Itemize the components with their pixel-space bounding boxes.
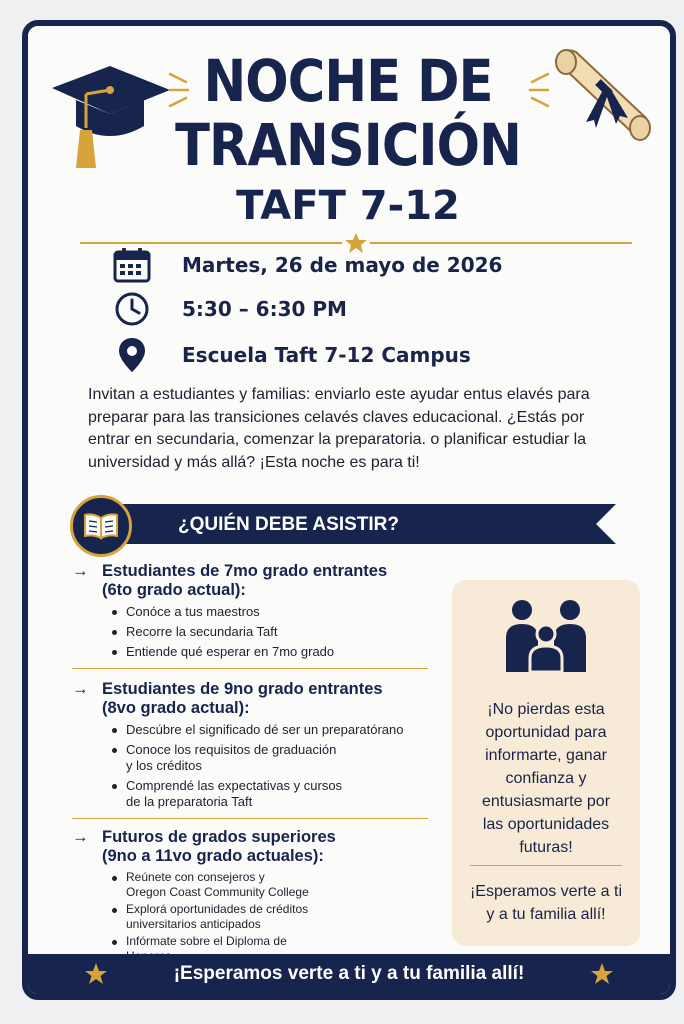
event-time-row [112,292,347,326]
star-icon [590,962,614,986]
arrow-icon: → [72,828,89,846]
book-icon-badge [70,495,132,557]
group-list [110,604,432,660]
list-item: Conoce los requisitos de graduación y los créditos [110,742,432,774]
intro-paragraph: Invitan a estudiantes y familias: enviarlo este ayudar entus elavés para preparar para las transiciones celavés claves educacional. ¿Estás por entrar en secundaria, comenzar la preparatoria. o planificar estudiar la universidad y más allá? ¡Esta noche es para ti! [88,386,590,471]
title-line-2: TRANSICIÓN [175,111,521,179]
event-location: Escuela Taft 7-12 Campus [182,343,471,367]
list-item: Explorá oportunidades de créditos universitarios anticipados [110,902,432,931]
group-list [110,870,432,963]
list-item: Comprendé las expectativas y cursos de la preparatoria Taft [110,778,432,810]
event-location-row [112,338,471,372]
callout-box [452,580,640,946]
family-icon [500,598,592,672]
book-icon [83,512,119,540]
event-date-row [112,248,502,282]
section-heading: ¿QUIÉN DEBE ASISTIR? [178,514,399,535]
footer-bar [28,954,670,994]
attendee-group-9th [72,680,432,814]
callout-divider [470,865,622,866]
list-item: Infórmate sobre el Diploma de [110,934,432,963]
group-title: Estudiantes de 9no grado entrantes (8vo grado actual): [102,680,383,717]
group-title: Futuros de grados superiores (9no a 11vo grado actuales): [102,828,336,865]
group-title: Estudiantes de 7mo grado entrantes (6to grado actual): [102,562,388,599]
event-time: 5:30 – 6:30 PM [182,297,347,321]
group-divider [72,668,428,669]
sparkle-icon [528,70,550,110]
arrow-icon: → [72,680,89,698]
list-item: Conóce a tus maestros [110,604,432,620]
arrow-icon: → [72,562,89,580]
group-divider [72,818,428,819]
callout-closing: ¡Esperamos verte a ti y a tu familia allí! [469,883,623,923]
list-item: Descúbre el significado dé ser un preparatórano [110,722,432,738]
callout-message: ¡No pierdas esta oportunidad para informarte, ganar confianza y entusiasmarte por las oportunidades futuras! [481,701,611,856]
subtitle: TAFT 7-12 [236,183,460,229]
star-icon [84,962,108,986]
list-item: Recorre la secundaria Taft [110,624,432,640]
event-date: Martes, 26 de mayo de 2026 [182,253,503,277]
location-pin-icon [112,337,152,373]
list-item: Entiende qué esperar en 7mo grado [110,644,432,660]
list-item: Reúnete con consejeros y Oregon Coast Community College [110,870,432,899]
graduation-cap-icon [46,48,176,176]
flyer [22,20,676,1000]
clock-icon [112,291,152,327]
attendee-group-7th [72,562,432,664]
calendar-icon [112,247,152,283]
attendee-group-upper [72,828,432,966]
group-list [110,722,432,810]
footer-text: ¡Esperamos verte a ti y a tu familia allí! [173,963,525,984]
title-line-1: NOCHE DE [203,47,493,115]
diploma-scroll-icon [546,38,658,148]
